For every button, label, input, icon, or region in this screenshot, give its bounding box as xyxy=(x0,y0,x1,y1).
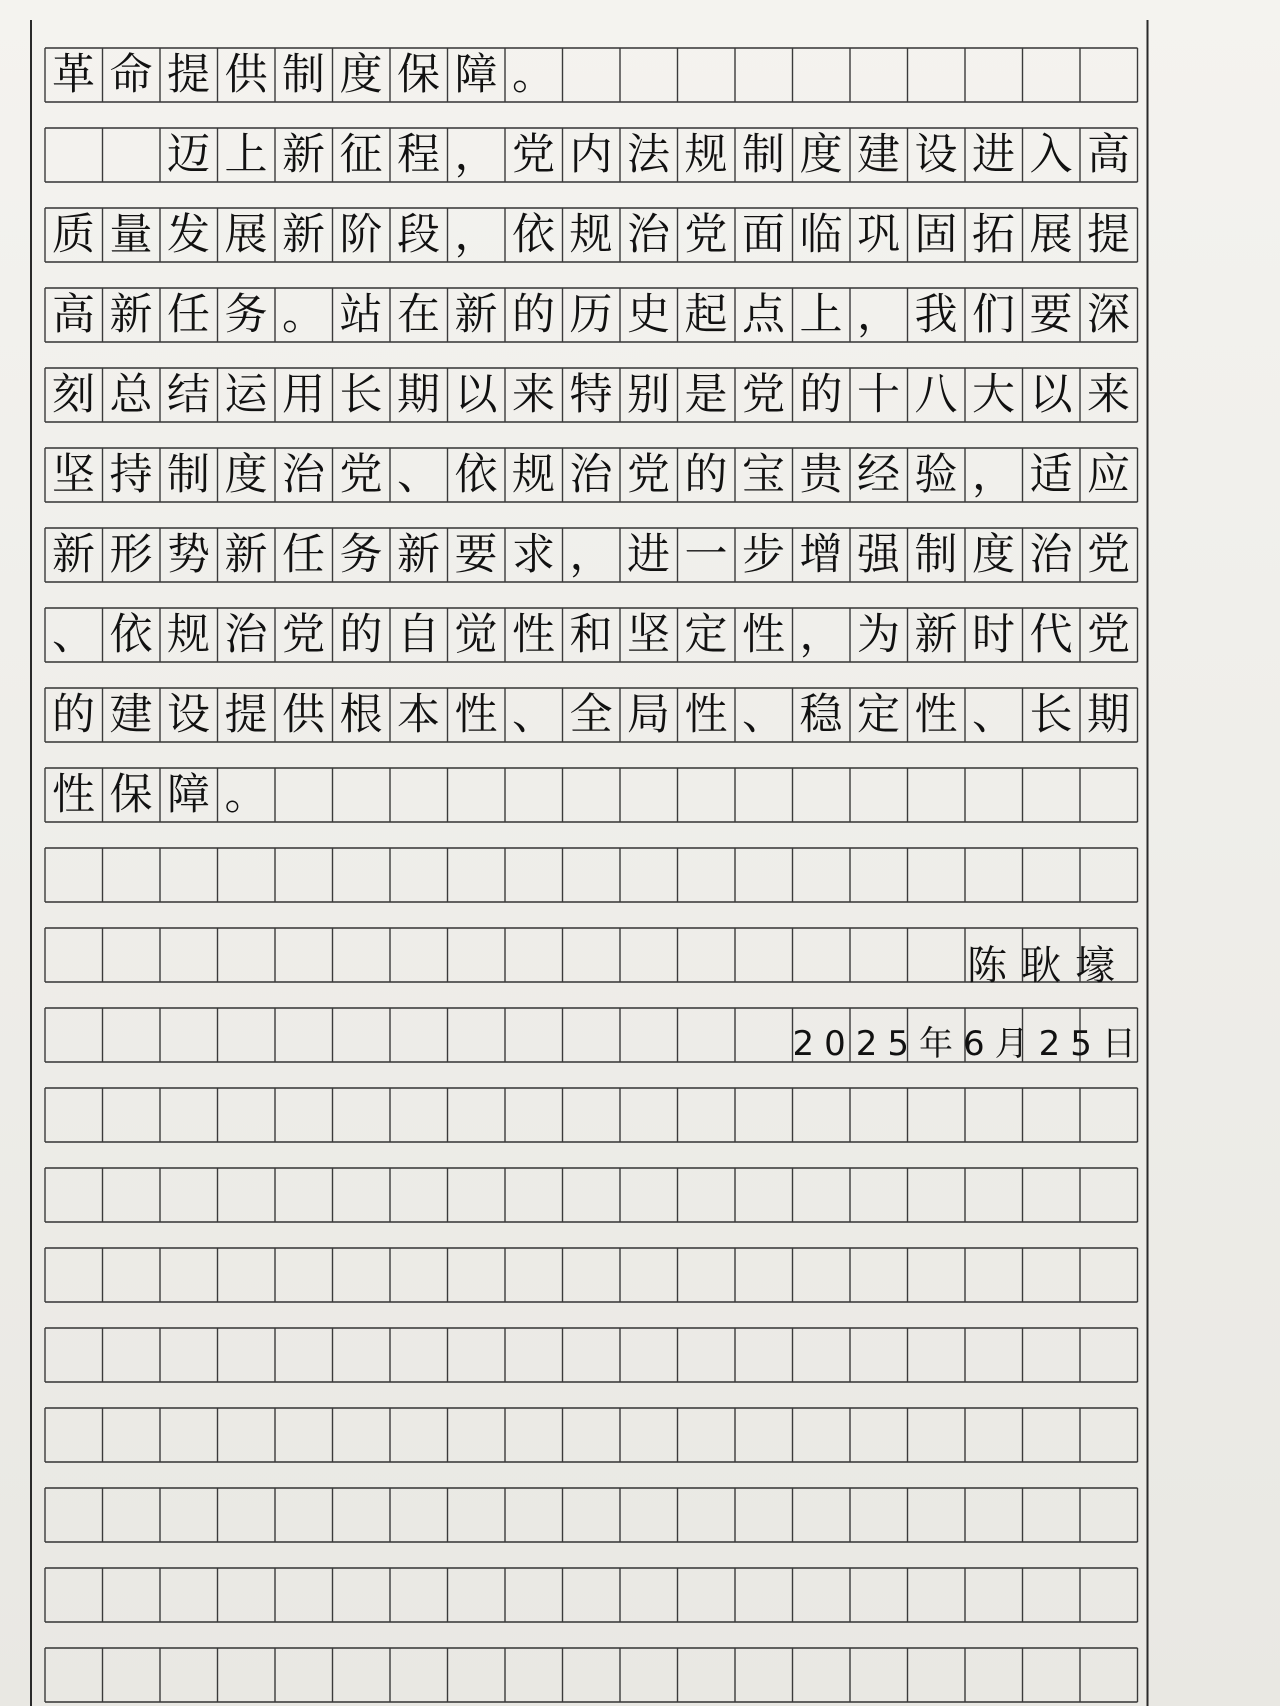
signature-name: 陈耿壕 xyxy=(967,943,1129,989)
grid-character: 深 xyxy=(1087,289,1130,340)
grid-character: 制 xyxy=(742,129,785,180)
grid-character: 坚 xyxy=(52,449,95,500)
grid-character: 增 xyxy=(799,529,843,580)
grid-character: 制 xyxy=(282,49,325,100)
grid-character: 以 xyxy=(454,369,498,420)
grid-character: 依 xyxy=(512,209,555,260)
grid-character: 、 xyxy=(742,689,785,740)
grid-character: 阶 xyxy=(339,209,383,260)
grid-character: ， xyxy=(454,209,498,260)
grid-character: 的 xyxy=(339,609,383,660)
grid-character: 建 xyxy=(857,129,900,180)
grid-character: 验 xyxy=(914,449,958,500)
grid-character: 党 xyxy=(627,449,670,500)
grid-character: 供 xyxy=(282,689,325,740)
grid-character: 障 xyxy=(167,769,210,820)
grid-character: 进 xyxy=(627,529,670,580)
grid-character: 任 xyxy=(282,529,325,580)
grid-character: 期 xyxy=(1087,689,1130,740)
text-row xyxy=(45,48,1138,102)
grid-character: 治 xyxy=(627,209,670,260)
grid-character: 治 xyxy=(1029,529,1073,580)
grid-character: 依 xyxy=(454,449,498,500)
grid-character: 步 xyxy=(742,529,785,580)
grid-character: 适 xyxy=(1029,449,1073,500)
grid-character: 面 xyxy=(742,209,785,260)
grid-character: 。 xyxy=(282,289,325,340)
grid-character: 保 xyxy=(397,49,440,100)
grid-character: 强 xyxy=(857,529,900,580)
grid-character: 应 xyxy=(1087,449,1130,500)
grid-character: 坚 xyxy=(627,609,670,660)
grid-character: 觉 xyxy=(454,609,498,660)
grid-character: 历 xyxy=(569,289,613,340)
grid-character: 要 xyxy=(1029,289,1073,340)
text-row xyxy=(45,688,1138,742)
grid-character: 保 xyxy=(109,769,153,820)
grid-character: 性 xyxy=(512,609,555,660)
grid-character: 求 xyxy=(512,529,555,580)
grid-character: 内 xyxy=(569,129,613,180)
grid-character: 质 xyxy=(52,209,95,260)
grid-character: 定 xyxy=(684,609,728,660)
grid-character: 特 xyxy=(569,369,613,420)
grid-character: 本 xyxy=(397,689,440,740)
grid-character: 的 xyxy=(684,449,728,500)
grid-character: 性 xyxy=(914,689,958,740)
grid-character: 、 xyxy=(512,689,555,740)
grid-character: 的 xyxy=(512,289,555,340)
grid-character: 设 xyxy=(914,129,958,180)
grid-character: 性 xyxy=(684,689,728,740)
grid-character: 新 xyxy=(224,529,268,580)
grid-character: 务 xyxy=(339,529,383,580)
grid-character: 我 xyxy=(914,289,958,340)
grid-character: 全 xyxy=(569,689,613,740)
grid-character: 总 xyxy=(109,369,153,420)
text-row xyxy=(45,128,1138,182)
grid-character: 十 xyxy=(857,369,900,420)
grid-character: 。 xyxy=(224,769,268,820)
grid-character: 要 xyxy=(454,529,498,580)
grid-character: 起 xyxy=(684,289,728,340)
grid-character: 、 xyxy=(52,609,95,660)
grid-character: 们 xyxy=(972,289,1015,340)
grid-character: 性 xyxy=(52,769,95,820)
grid-character: 根 xyxy=(339,689,383,740)
grid-character: 宝 xyxy=(742,449,785,500)
grid-character: 代 xyxy=(1029,609,1073,660)
grid-character: 治 xyxy=(569,449,613,500)
grid-character: 规 xyxy=(569,209,613,260)
text-row xyxy=(45,528,1138,582)
grid-character: ， xyxy=(454,129,498,180)
grid-character: 党 xyxy=(512,129,555,180)
grid-character: 上 xyxy=(799,289,843,340)
grid-character: 八 xyxy=(914,369,958,420)
grid-character: 性 xyxy=(454,689,498,740)
grid-character: 的 xyxy=(52,689,95,740)
grid-character: 持 xyxy=(109,449,153,500)
grid-character: 新 xyxy=(52,529,95,580)
grid-character: 规 xyxy=(684,129,728,180)
grid-character: 长 xyxy=(1029,689,1073,740)
grid-character: 、 xyxy=(972,689,1015,740)
grid-character: ， xyxy=(972,449,1015,500)
grid-character: 规 xyxy=(167,609,210,660)
grid-character: 治 xyxy=(282,449,325,500)
grid-character: 规 xyxy=(512,449,555,500)
grid-character: 新 xyxy=(282,209,325,260)
grid-character: 设 xyxy=(167,689,210,740)
grid-character: 来 xyxy=(512,369,555,420)
grid-character: 命 xyxy=(109,49,153,100)
grid-character: 来 xyxy=(1087,369,1130,420)
grid-character: 上 xyxy=(224,129,268,180)
grid-character: 制 xyxy=(167,449,210,500)
text-row xyxy=(45,208,1138,262)
grid-character: 党 xyxy=(339,449,383,500)
grid-character: 量 xyxy=(109,209,153,260)
grid-character: 度 xyxy=(339,49,383,100)
grid-character: 法 xyxy=(627,129,670,180)
grid-character: 度 xyxy=(972,529,1015,580)
grid-character: 临 xyxy=(799,209,843,260)
grid-character: 制 xyxy=(914,529,958,580)
grid-character: 革 xyxy=(52,49,95,100)
grid-character: 提 xyxy=(1087,209,1130,260)
grid-character: 贵 xyxy=(799,449,843,500)
grid-character: 提 xyxy=(167,49,210,100)
grid-character: 点 xyxy=(742,289,785,340)
text-row xyxy=(45,608,1138,662)
grid-character: 新 xyxy=(914,609,958,660)
grid-character: 新 xyxy=(397,529,440,580)
grid-character: 党 xyxy=(1087,529,1130,580)
grid-character: 史 xyxy=(627,289,670,340)
grid-character: 程 xyxy=(397,129,440,180)
grid-character: 一 xyxy=(684,529,728,580)
grid-character: 巩 xyxy=(857,209,900,260)
grid-character: 新 xyxy=(454,289,498,340)
grid-character: 建 xyxy=(109,689,153,740)
grid-character: 是 xyxy=(684,369,728,420)
text-row xyxy=(45,448,1138,502)
grid-character: 党 xyxy=(282,609,325,660)
grid-character: 时 xyxy=(972,609,1015,660)
grid-character: 新 xyxy=(282,129,325,180)
grid-character: 站 xyxy=(339,289,383,340)
grid-character: 党 xyxy=(684,209,728,260)
grid-character: ， xyxy=(569,529,613,580)
grid-character: 期 xyxy=(397,369,440,420)
text-row xyxy=(45,368,1138,422)
grid-character: 。 xyxy=(512,49,555,100)
grid-character: 高 xyxy=(1087,129,1130,180)
grid-character: ， xyxy=(857,289,900,340)
grid-character: 展 xyxy=(1029,209,1073,260)
grid-character: 固 xyxy=(914,209,958,260)
grid-character: 、 xyxy=(397,449,440,500)
grid-character: 和 xyxy=(569,609,613,660)
grid-character: 征 xyxy=(339,129,383,180)
grid-character: 大 xyxy=(972,369,1015,420)
grid-character: 以 xyxy=(1029,369,1073,420)
grid-character: 度 xyxy=(224,449,268,500)
grid-character: 段 xyxy=(397,209,440,260)
grid-character: 拓 xyxy=(972,209,1015,260)
grid-character: 稳 xyxy=(799,689,843,740)
grid-character: 经 xyxy=(857,449,900,500)
grid-character: 在 xyxy=(397,289,440,340)
signature-date: 2025年6月25日 xyxy=(792,1024,1146,1064)
grid-character: 用 xyxy=(282,369,325,420)
text-row xyxy=(45,288,1138,342)
grid-character: 自 xyxy=(397,609,440,660)
grid-character: 度 xyxy=(799,129,843,180)
grid-character: 运 xyxy=(224,369,268,420)
grid-character: 长 xyxy=(339,369,383,420)
grid-character: 任 xyxy=(167,289,210,340)
grid-character: 障 xyxy=(454,49,498,100)
grid-character: 提 xyxy=(224,689,268,740)
grid-character: 势 xyxy=(167,529,210,580)
grid-character: 进 xyxy=(972,129,1015,180)
grid-character: 供 xyxy=(224,49,268,100)
grid-character: 的 xyxy=(799,369,843,420)
grid-character: 形 xyxy=(109,529,153,580)
grid-character: 为 xyxy=(857,609,900,660)
grid-character: 发 xyxy=(167,209,210,260)
grid-character: 刻 xyxy=(52,369,95,420)
grid-character: 务 xyxy=(224,289,268,340)
grid-character: 高 xyxy=(52,289,95,340)
grid-character: ， xyxy=(799,609,843,660)
grid-character: 迈 xyxy=(167,129,210,180)
grid-character: 入 xyxy=(1029,129,1073,180)
grid-character: 性 xyxy=(742,609,785,660)
grid-character: 党 xyxy=(1087,609,1130,660)
grid-character: 局 xyxy=(627,689,670,740)
grid-character: 治 xyxy=(224,609,268,660)
grid-character: 党 xyxy=(742,369,785,420)
grid-character: 定 xyxy=(857,689,900,740)
grid-character: 新 xyxy=(109,289,153,340)
grid-character: 依 xyxy=(109,609,153,660)
grid-character: 别 xyxy=(627,369,670,420)
grid-character: 结 xyxy=(167,369,210,420)
text-row xyxy=(45,768,1138,822)
grid-character: 展 xyxy=(224,209,268,260)
